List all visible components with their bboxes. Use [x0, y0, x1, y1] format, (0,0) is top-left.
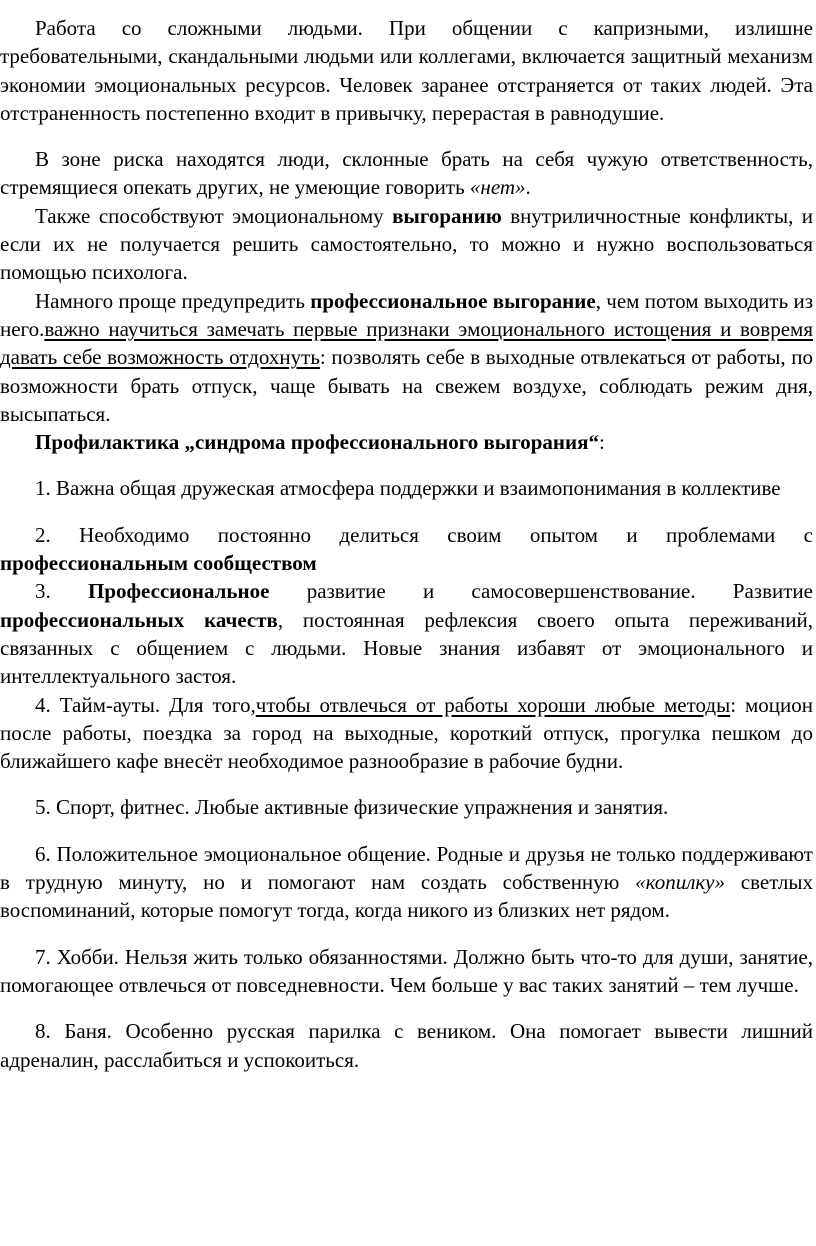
list-item-7: 7. Хобби. Нельзя жить только обязанностями. Должно быть что-то для души, занятие, помогающее отвлечься от повседневности. Чем больше у вас таких занятий – тем лучше.	[0, 944, 813, 997]
italic-piggybank: «копилку»	[635, 870, 725, 895]
list-item-1: 1. Важна общая дружеская атмосфера поддержки и взаимопонимания в коллективе	[35, 476, 781, 501]
paragraph-difficult-people: Работа со сложными людьми. При общении с капризными, излишне требовательными, скандальными людьми или коллегами, включается защитный механизм экономии эмоциональных ресурсов. Человек заранее отстраняется от таких людей. Эта отстраненность постепенно входит в привычку, перерастая в равнодушие.	[0, 16, 813, 125]
section-heading: Профилактика „синдрома профессионального выгорания“:	[35, 430, 605, 455]
list-item-3: 3. Профессиональное развитие и самосовершенствование. Развитие профессиональных качеств, постоянная рефлексия своего опыта переживаний, связанных с общением с людьми. Новые знания избавят от эмоционального и интеллектуального застоя.	[0, 579, 813, 689]
paragraph-risk-zone: В зоне риска находятся люди, склонные брать на себя чужую ответственность, стремящиеся опекать других, не умеющие говорить «нет».	[0, 147, 813, 200]
bold-professional: Профессиональное	[88, 579, 270, 604]
paragraph-prevention: Намного проще предупредить профессиональное выгорание, чем потом выходить из него.важно научиться замечать первые признаки эмоционального истощения и вовремя давать себе возможность отдохнуть: позволять себе в выходные отвлекаться от работы, по возможности брать отпуск, чаще бывать на свежем воздухе, соблюдать режим дня, высыпаться.	[0, 288, 813, 426]
bold-burnout: выгоранию	[392, 203, 502, 228]
bold-professional-qualities: профессиональных качеств	[0, 607, 278, 632]
heading-title: Профилактика „синдрома профессионального выгорания“	[35, 430, 599, 455]
underlined-advice: важно научиться замечать первые признаки эмоционального истощения и вовремя давать себе возможность отдохнуть	[0, 316, 813, 370]
underlined-methods: чтобы отвлечься от работы хороши любые методы	[255, 692, 731, 717]
list-item-5: 5. Спорт, фитнес. Любые активные физические упражнения и занятия.	[35, 795, 669, 820]
paragraph-inner-conflicts: Также способствуют эмоциональному выгоранию внутриличностные конфликты, и если их не получается решить самостоятельно, то можно и нужно воспользоваться помощью психолога.	[0, 203, 813, 285]
list-item-8: 8. Баня. Особенно русская парилка с веником. Она помогает вывести лишний адреналин, расслабиться и успокоиться.	[0, 1019, 813, 1072]
list-item-2: 2. Необходимо постоянно делиться своим опытом и проблемами с профессиональным сообществом	[0, 522, 813, 576]
bold-professional-burnout: профессиональное выгорание	[310, 288, 596, 313]
list-item-4: 4. Тайм-ауты. Для того,чтобы отвлечься от работы хороши любые методы: моцион после работы, поездка за город на выходные, короткий отпуск, прогулка пешком до ближайшего кафе внесёт необходимое разнообразие в рабочие будни.	[0, 692, 813, 774]
italic-no: «нет»	[469, 175, 526, 200]
bold-community: профессиональным сообществом	[0, 551, 317, 576]
list-item-6: 6. Положительное эмоциональное общение. Родные и друзья не только поддерживают в трудную минуту, но и помогают нам создать собственную «копилку» светлых воспоминаний, которые помогут тогда, когда никого из близких нет рядом.	[0, 841, 813, 923]
